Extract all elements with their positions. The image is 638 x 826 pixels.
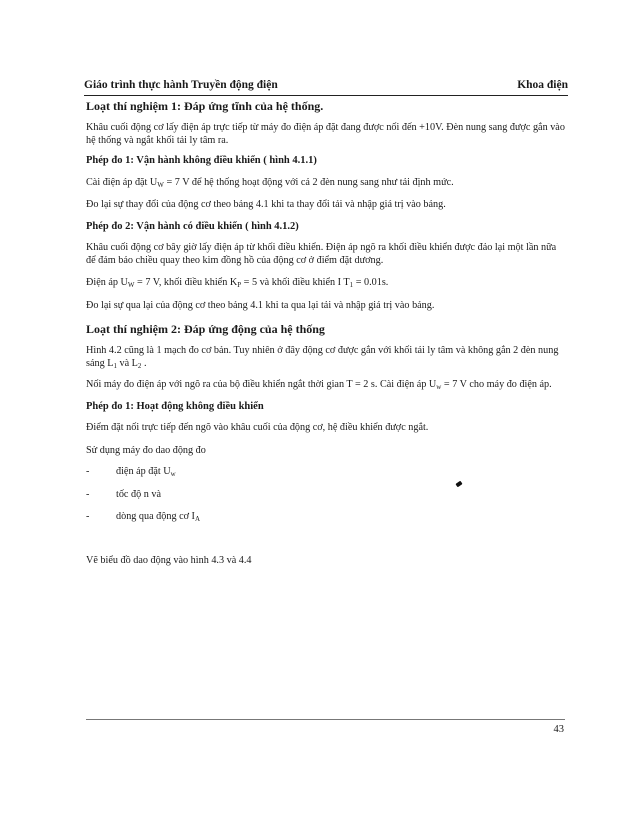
exp1-m2-paragraph-2: Điện áp $U_W = 7$ V, khối điều khiển $K_P = 5$ và khối điều khiển I $T_1 = 0.01s$. <box>86 277 389 289</box>
exp2-m1-paragraph-1: Điểm đặt nối trực tiếp đến ngõ vào khâu cuối của động cơ, hệ điều khiển được ngắt. <box>86 422 429 433</box>
page-header <box>84 79 568 96</box>
experiment-2-paragraph-1: Hình 4.2 cũng là 1 mạch đo cơ bản. Tuy nhiên ở đây động cơ được gắn với khối tải ly tâm và không gắn 2 đèn nung sáng $L_1$ và $L_2$ . <box>86 345 559 370</box>
footer-divider <box>86 719 565 720</box>
experiment-2-title: Loạt thí nghiệm 2: Đáp ứng động của hệ thống <box>86 322 325 336</box>
exp2-m1-paragraph-2: Sử dụng máy đo dao động đo <box>86 444 206 456</box>
list-item: - điện áp đặt $U_w$ <box>86 466 176 478</box>
closing-instruction: Vẽ biểu đồ dao động vào hình 4.3 và 4.4 <box>86 554 252 566</box>
exp1-m1-paragraph-1: Cài điện áp đặt $U_W = 7$ V để hệ thống hoạt động với cả 2 đèn nung sang như tải định mức. <box>86 176 454 189</box>
experiment-1-intro: Khâu cuối động cơ lấy điện áp trực tiếp từ máy đo điện áp đặt đang được nối đến +10V. Đèn nung sang được gắn vào hệ thống và ngắt khối tải ly tâm ra. <box>86 122 565 146</box>
header-department: Khoa điện <box>517 79 568 91</box>
experiment-1-title: Loạt thí nghiệm 1: Đáp ứng tĩnh của hệ thống. <box>86 99 324 113</box>
experiment-2-paragraph-2: Nối máy đo điện áp với ngõ ra của bộ điều khiển ngắt thời gian T = 2 s. Cài điện áp $U_w = 7$ V cho máy đo điện áp. <box>86 379 552 391</box>
header-course-title: Giáo trình thực hành Truyền động điện <box>84 79 278 91</box>
page-content <box>86 99 566 567</box>
exp1-m2-paragraph-3: Đo lại sự qua lại của động cơ theo bảng 4.1 khi ta qua lại tải và nhập giá trị vào bảng. <box>86 299 435 311</box>
exp1-measurement-2-title: Phép đo 2: Vận hành có điều khiển ( hình 4.1.2) <box>86 220 299 232</box>
exp1-measurement-1-title: Phép đo 1: Vận hành không điều khiển ( hình 4.1.1) <box>86 155 317 166</box>
exp2-measurement-1-title: Phép đo 1: Hoạt động không điều khiển <box>86 400 264 412</box>
exp1-m2-paragraph-1: Khâu cuối động cơ bây giờ lấy điện áp từ khối điều khiển. Điện áp ngõ ra khối điều khiển được đảo lại một lần nữa để đảm bảo chiều quay theo kim đồng hồ của động cơ ở điểm đặt dương. <box>86 242 557 266</box>
page-number: 43 <box>553 724 564 735</box>
list-item: - dòng qua động cơ $I_A$ <box>86 511 201 523</box>
exp1-m1-paragraph-2: Đo lại sự thay đổi của động cơ theo bảng 4.1 khi ta thay đổi tải và nhập giá trị vào bảng. <box>86 199 446 210</box>
list-item: - tốc độ n và <box>86 488 161 500</box>
